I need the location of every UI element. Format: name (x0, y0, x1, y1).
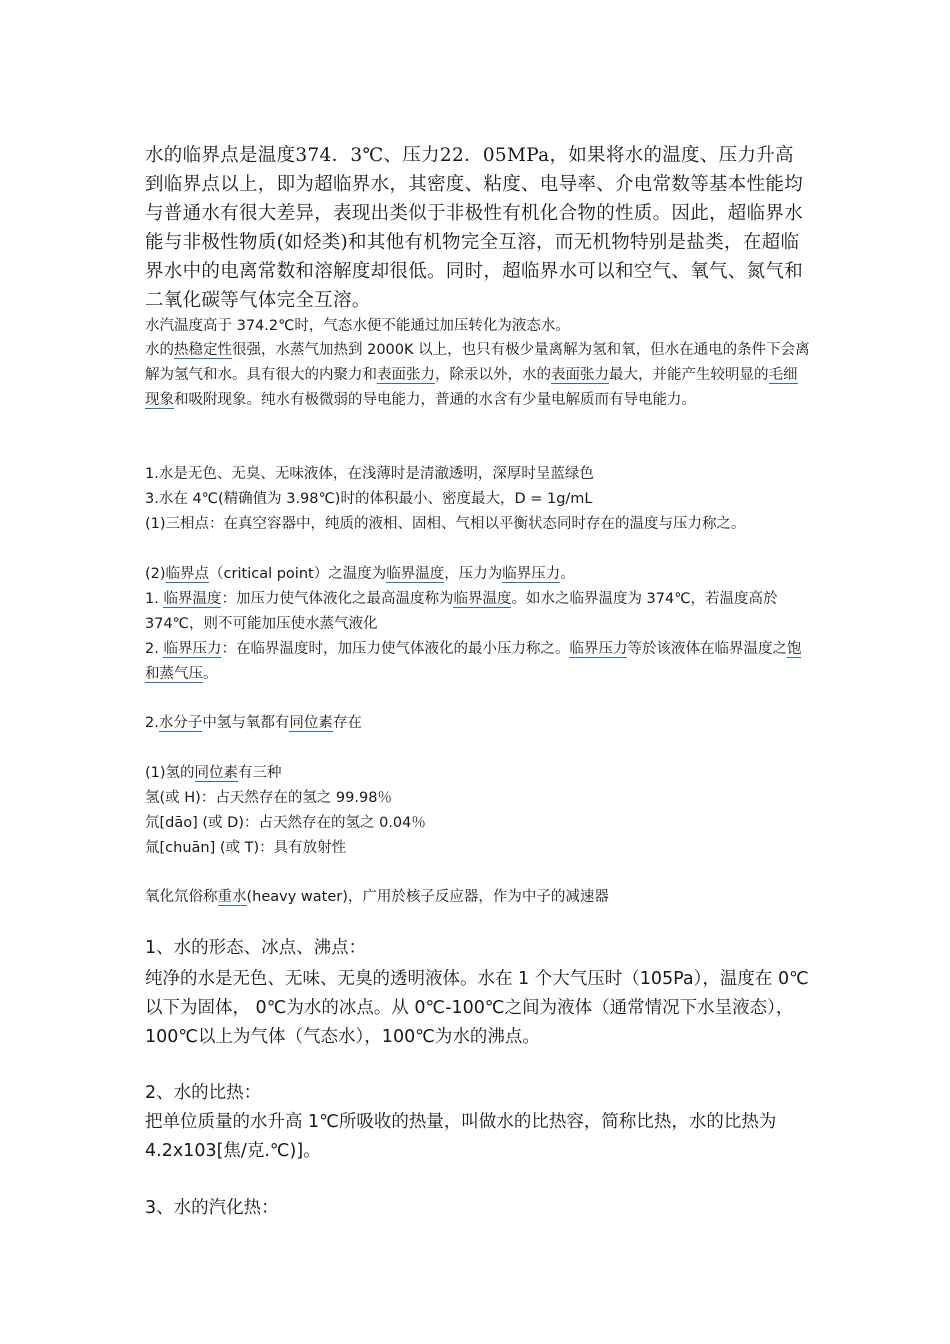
link-thermal-stability[interactable]: 热稳定性 (174, 342, 232, 358)
cp-text-4: 。 (203, 666, 218, 682)
hydrogen-item-1: 氢(或 H)：占天然存在的氢之 99.98％ (145, 790, 392, 806)
link-saturated-vapor-pressure[interactable]: 饱和蒸气压 (145, 641, 802, 682)
hiso-text-1: (1)氢的 (145, 765, 195, 781)
heavy-water-paragraph (145, 885, 810, 910)
thermal-text-4: 最大，并能产生较明显的 (609, 367, 769, 383)
link-critical-pressure-2[interactable]: 临界压力 (163, 641, 222, 657)
iso-text-3: 存在 (332, 715, 362, 731)
link-critical-pressure-3[interactable]: 临界压力 (569, 641, 628, 657)
hydrogen-item-2: 氘[dāo] (或 D)：占天然存在的氢之 0.04％ (145, 815, 426, 831)
section-2-body: 把单位质量的水升高 1℃所吸收的热量，叫做水的比热容，简称比热，水的比热为 4.2x103[焦/克.℃)]。 (145, 1112, 777, 1161)
section-3-title: 3、水的汽化热： (145, 1198, 279, 1218)
thermal-text-1: 水的 (145, 342, 174, 358)
link-capillary[interactable]: 毛细现象 (145, 367, 798, 408)
link-isotope-2[interactable]: 同位素 (194, 765, 239, 781)
ct-text-2: ：加压力使气体液化之最高温度称为 (221, 591, 454, 607)
heavy-text-1: 氧化氘俗称 (145, 889, 218, 905)
critical-point-paragraph (145, 562, 810, 587)
link-critical-point[interactable]: 临界点 (165, 566, 210, 582)
section-1-title: 1、水的形态、冰点、沸点： (145, 938, 367, 958)
link-isotope[interactable]: 同位素 (289, 715, 333, 731)
cp-text-1: 2. (145, 641, 164, 657)
triple-point-paragraph: (1)三相点：在真空容器中，纯质的液相、固相、气相以平衡状态同时存在的温度与压力称之。 (145, 516, 746, 532)
item-1: 1.水是无色、无臭、无味液体，在浅薄时是清澈透明，深厚时呈蓝绿色 (145, 466, 594, 482)
critical-text-3: ，压力为 (444, 566, 503, 582)
cp-text-3: 等於该液体在临界温度之 (627, 641, 787, 657)
critical-text-2: （critical point）之温度为 (209, 566, 387, 582)
link-critical-temperature-3[interactable]: 临界温度 (453, 591, 512, 607)
critical-temperature-paragraph (145, 587, 810, 637)
critical-text-1: (2) (145, 566, 166, 582)
cp-text-2: ：在临界温度时，加压力使气体液化的最小压力称之。 (221, 641, 570, 657)
hydrogen-isotope-heading (145, 761, 810, 786)
thermal-text-2: 很强，水蒸气加热到 2000K 以上，也只有极少量离解为氢和氧，但水在通电的条件下会离解为氢气和水。具有很大的内聚力和 (145, 342, 810, 383)
link-surface-tension[interactable]: 表面张力 (377, 367, 435, 383)
thermal-text-5: 和吸附现象。纯水有极微弱的导电能力，普通的水含有少量电解质而有导电能力。 (174, 392, 696, 408)
isotope-heading (145, 711, 810, 736)
section-2-title: 2、水的比热： (145, 1083, 262, 1103)
ct-text-3: 。如水之临界温度为 374℃，若温度高於 374℃，则不可能加压使水蒸气液化 (145, 591, 778, 632)
ct-text-1: 1. (145, 591, 164, 607)
intro-paragraph: 水的临界点是温度374．3℃、压力22．05MPa，如果将水的温度、压力升高到临界点以上，即为超临界水，其密度、粘度、电导率、介电常数等基本性能均与普通水有很大差异，表现出类似于非极性有机化合物的性质。因此，超临界水能与非极性物质(如烃类)和其他有机物完全互溶，而无机物特别是盐类，在超临界水中的电离常数和溶解度却很低。同时，超临界水可以和空气、氧气、氮气和二氧化碳等气体完全互溶。 (145, 145, 804, 311)
section-1-body: 纯净的水是无色、无味、无臭的透明液体。水在 1 个大气压时（105Pa），温度在 0℃以下为固体， 0℃为水的冰点。从 0℃-100℃之间为液体（通常情况下水呈液态），100℃以上为气体（气态水），100℃为水的沸点。 (145, 969, 809, 1047)
critical-text-4: 。 (560, 566, 575, 582)
critical-pressure-paragraph (145, 637, 810, 687)
hydrogen-item-3: 氚[chuān] (或 T)：具有放射性 (145, 840, 347, 856)
link-heavy-water[interactable]: 重水 (217, 889, 247, 905)
thermal-text-3: ，除汞以外，水的 (435, 367, 551, 383)
iso-text-2: 中氢与氧都有 (202, 715, 290, 731)
link-water-molecule[interactable]: 水分子 (158, 715, 203, 731)
link-critical-temperature-2[interactable]: 临界温度 (163, 591, 222, 607)
link-surface-tension-2[interactable]: 表面张力 (551, 367, 609, 383)
item-3: 3.水在 4℃(精确值为 3.98℃)时的体积最小、密度最大，D = 1g/mL (145, 491, 593, 507)
iso-text-1: 2. (145, 715, 159, 731)
thermal-paragraph (145, 338, 810, 413)
link-critical-pressure[interactable]: 临界压力 (502, 566, 561, 582)
vapor-paragraph: 水汽温度高于 374.2℃时，气态水便不能通过加压转化为液态水。 (145, 318, 570, 334)
link-critical-temperature[interactable]: 临界温度 (386, 566, 445, 582)
hiso-text-2: 有三种 (238, 765, 282, 781)
heavy-text-2: (heavy water)，广用於核子反应器，作为中子的减速器 (246, 889, 609, 905)
